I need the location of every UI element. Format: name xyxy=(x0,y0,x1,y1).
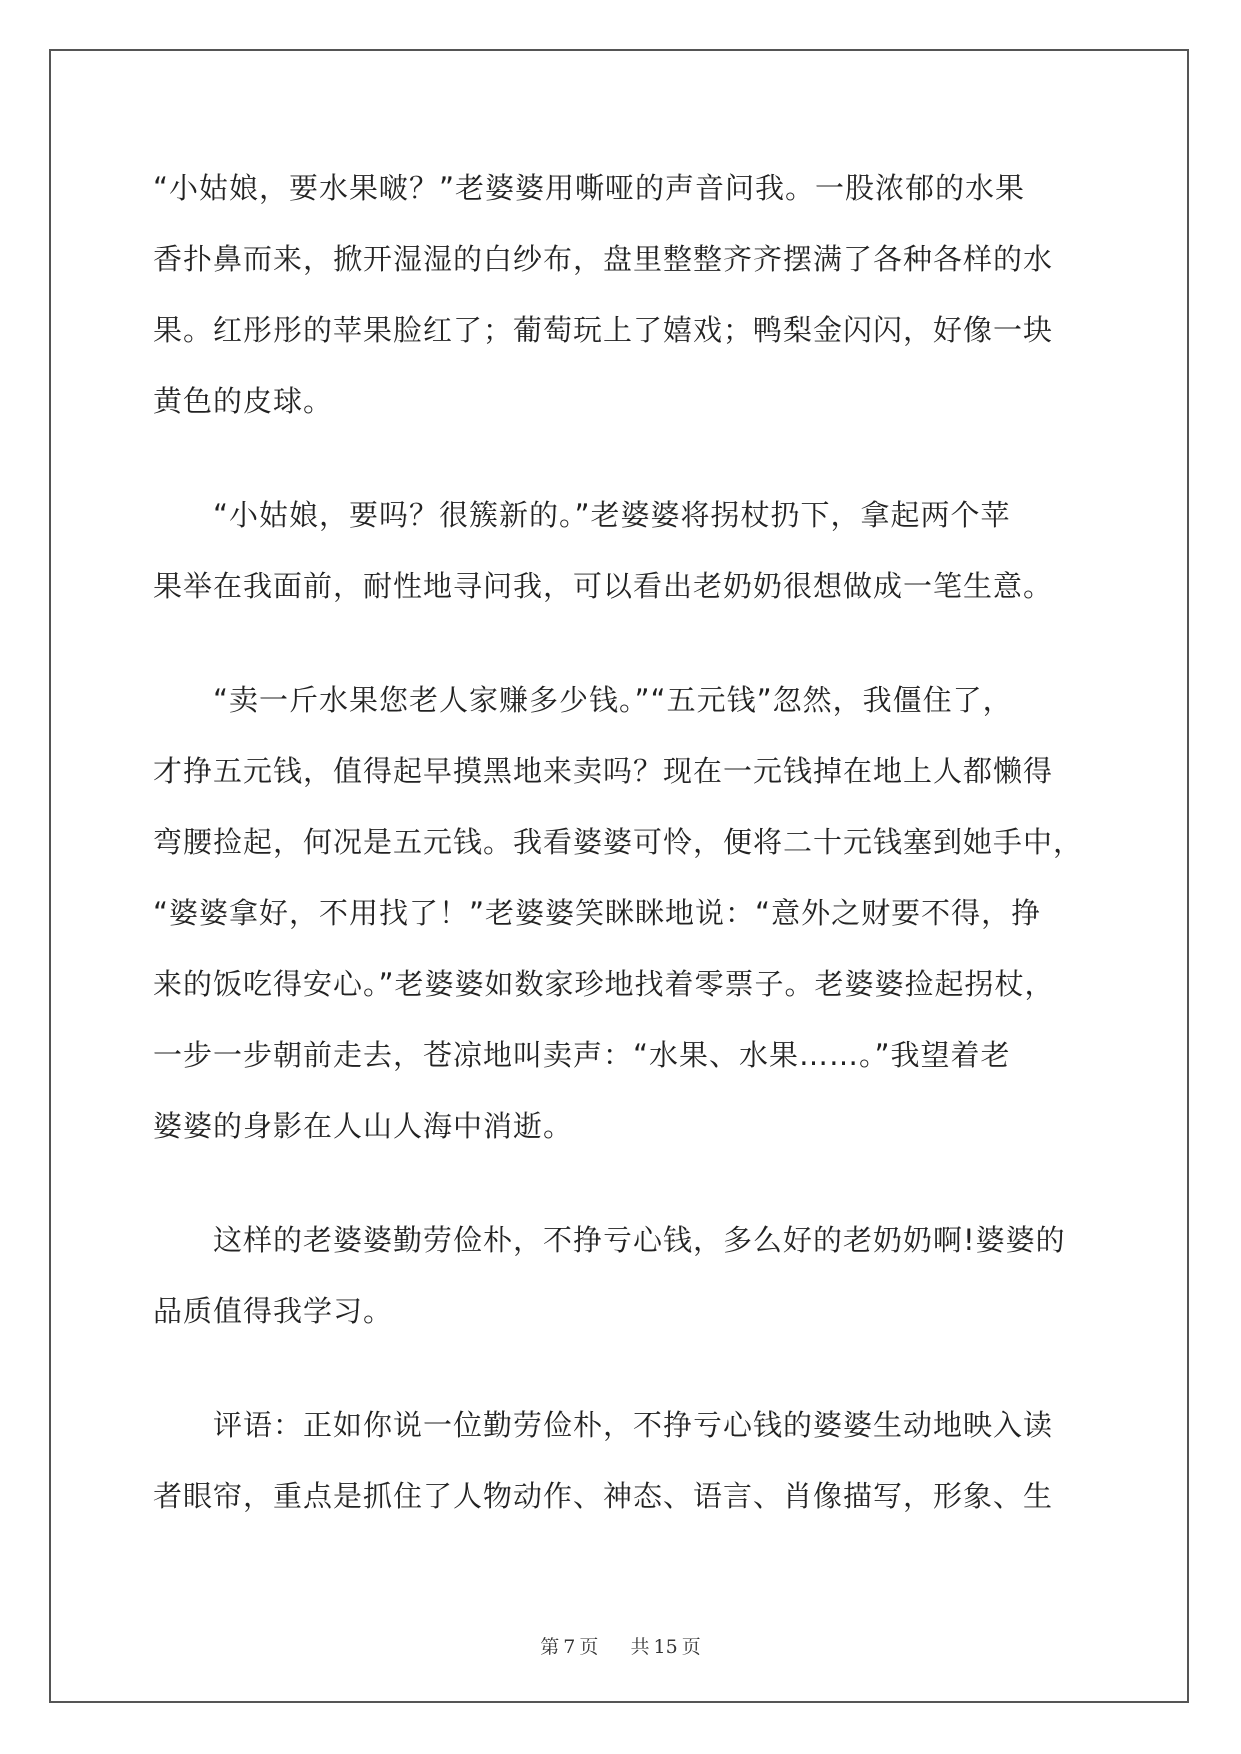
text-line: 品质值得我学习。 xyxy=(153,1294,394,1328)
total-suffix: 页 xyxy=(681,1636,701,1658)
total-prefix: 共 xyxy=(630,1636,650,1658)
paragraph-1 xyxy=(153,153,1088,437)
text-line: 果举在我面前，耐性地寻问我，可以看出老奶奶很想做成一笔生意。 xyxy=(153,569,1054,603)
page-prefix: 第 xyxy=(540,1636,560,1658)
text-line: 这样的老婆婆勤劳俭朴，不挣亏心钱，多么好的老奶奶啊!婆婆的 xyxy=(213,1223,1066,1257)
text-line: 才挣五元钱，值得起早摸黑地来卖吗？现在一元钱掉在地上人都懒得 xyxy=(153,754,1054,788)
document-body xyxy=(153,153,1088,1575)
page-number: 7 xyxy=(563,1636,576,1658)
text-line: 者眼帘，重点是抓住了人物动作、神态、语言、肖像描写，形象、生 xyxy=(153,1479,1054,1513)
text-line: 来的饭吃得安心。”老婆婆如数家珍地找着零票子。老婆婆捡起拐杖， xyxy=(153,967,1055,1001)
text-line: 婆婆的身影在人山人海中消逝。 xyxy=(153,1109,574,1143)
text-line: “小姑娘，要水果啵？”老婆婆用嘶哑的声音问我。一股浓郁的水果 xyxy=(153,171,1026,205)
paragraph-2 xyxy=(153,480,1088,622)
text-line: 香扑鼻而来，掀开湿湿的白纱布，盘里整整齐齐摆满了各种各样的水 xyxy=(153,242,1054,276)
text-line: 弯腰捡起，何况是五元钱。我看婆婆可怜，便将二十元钱塞到她手中， xyxy=(153,825,1084,859)
total-pages-label xyxy=(629,1636,703,1658)
text-line: “卖一斤水果您老人家赚多少钱。”“五元钱”忽然，我僵住了， xyxy=(213,683,1013,717)
paragraph-3 xyxy=(153,665,1088,1162)
text-line: 黄色的皮球。 xyxy=(153,384,334,418)
text-line: 评语：正如你说一位勤劳俭朴，不挣亏心钱的婆婆生动地映入读 xyxy=(213,1408,1054,1442)
text-line: 一步一步朝前走去，苍凉地叫卖声：“水果、水果……。”我望着老 xyxy=(153,1038,1011,1072)
text-line: 果。红彤彤的苹果脸红了；葡萄玩上了嬉戏；鸭梨金闪闪，好像一块 xyxy=(153,313,1054,347)
text-line: “婆婆拿好，不用找了！”老婆婆笑眯眯地说：“意外之财要不得，挣 xyxy=(153,896,1042,930)
text-line: “小姑娘，要吗？很簇新的。”老婆婆将拐杖扔下，拿起两个苹 xyxy=(213,498,1011,532)
page-suffix: 页 xyxy=(579,1636,599,1658)
total-pages: 15 xyxy=(653,1636,678,1658)
paragraph-4 xyxy=(153,1205,1088,1347)
page-footer xyxy=(0,1632,1241,1659)
page-number-label xyxy=(538,1636,600,1658)
paragraph-5 xyxy=(153,1390,1088,1532)
